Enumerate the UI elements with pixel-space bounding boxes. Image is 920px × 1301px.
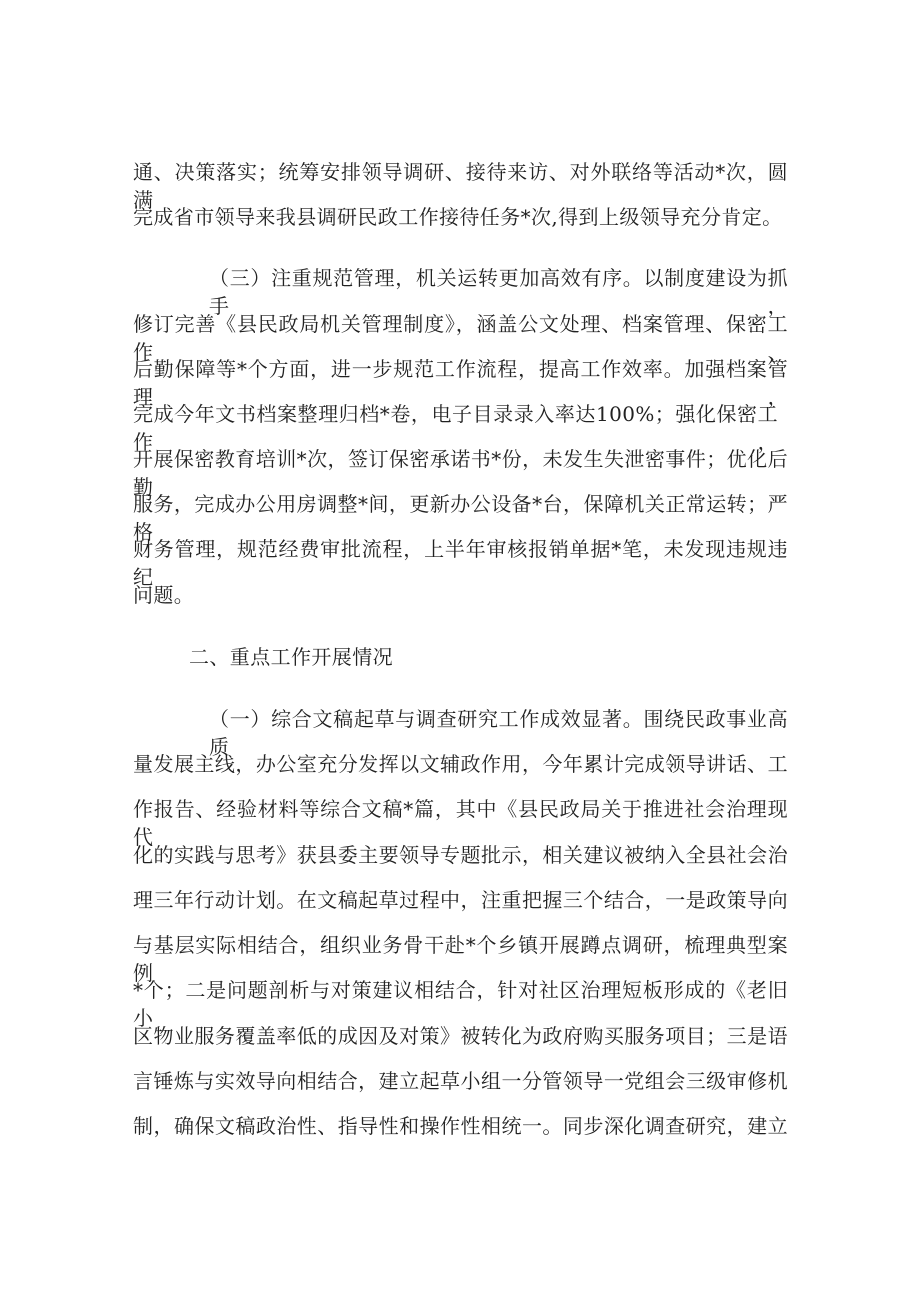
text-line: 制，确保文稿政治性、指导性和操作性相统一。同步深化调查研究，建立 [133, 1114, 788, 1138]
text-line: 通、决策落实；统筹安排领导调研、接待来访、对外联络等活动*次，圆满 [133, 160, 788, 212]
text-line: 完成省市领导来我县调研民政工作接待任务*次,得到上级领导充分肯定。 [133, 205, 783, 229]
text-line: 与基层实际相结合，组织业务骨干赴*个乡镇开展蹲点调研，梳理典型案例 [133, 933, 788, 985]
text-line: 量发展主线，办公室充分发挥以文辅政作用，今年累计完成领导讲话、工 [133, 752, 788, 776]
text-line: 言锤炼与实效导向相结合，建立起草小组一分管领导一党组会三级审修机 [133, 1069, 788, 1093]
text-line: （三）注重规范管理，机关运转更加高效有序。以制度建设为抓手， [209, 266, 788, 318]
text-line: 问题。 [133, 583, 195, 607]
text-line: 区物业服务覆盖率低的成因及对策》被转化为政府购买服务项目；三是语 [133, 1024, 788, 1048]
text-line: 完成今年文书档案整理归档*卷，电子目录录入率达100%；强化保密工作， [133, 402, 778, 454]
text-line: 化的实践与思考》获县委主要领导专题批示，相关建议被纳入全县社会治 [133, 843, 788, 867]
text-line: *个；二是问题剖析与对策建议相结合，针对社区治理短板形成的《老旧小 [133, 978, 788, 1030]
section-heading: 二、重点工作开展情况 [189, 645, 393, 669]
text-line: 修订完善《县民政局机关管理制度》，涵盖公文处理、档案管理、保密工作、 [133, 312, 788, 364]
text-line: 理三年行动计划。在文稿起草过程中，注重把握三个结合，一是政策导向 [133, 888, 788, 912]
text-line: （一）综合文稿起草与调查研究工作成效显著。围绕民政事业高质 [209, 707, 788, 759]
text-line: 作报告、经验材料等综合文稿*篇，其中《县民政局关于推进社会治理现代 [133, 797, 788, 849]
text-line: 开展保密教育培训*次，签订保密承诺书*份，未发生失泄密事件；优化后勤 [133, 447, 788, 499]
text-line: 后勤保障等*个方面，进一步规范工作流程，提高工作效率。加强档案管理， [133, 357, 788, 409]
text-line: 财务管理，规范经费审批流程，上半年审核报销单据*笔，未发现违规违纪 [133, 537, 788, 589]
text-line: 服务，完成办公用房调整*间，更新办公设备*台，保障机关正常运转；严格 [133, 492, 788, 544]
